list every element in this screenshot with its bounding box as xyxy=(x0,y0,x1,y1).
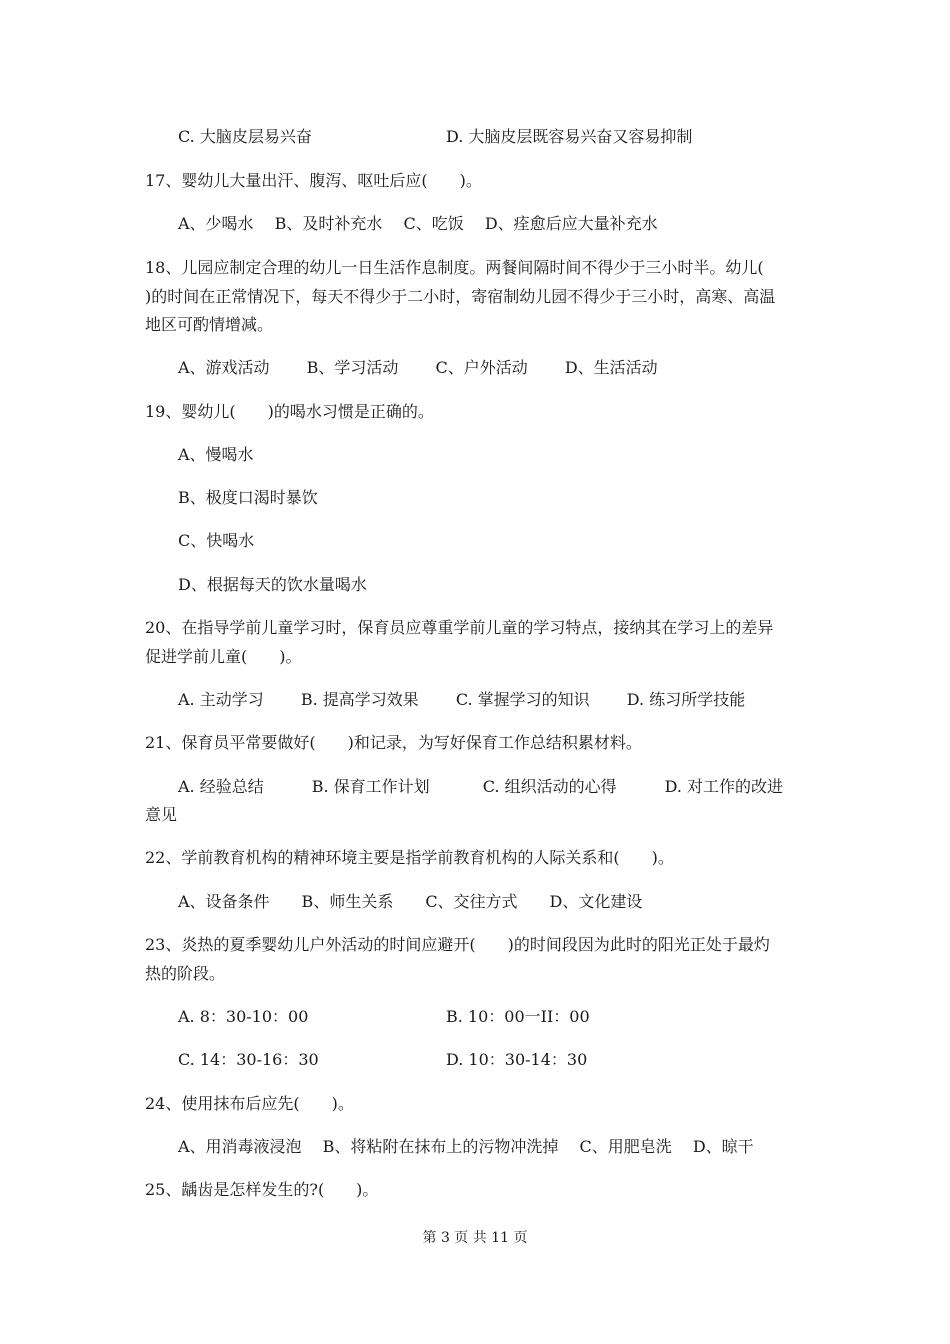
question-17-options: A、少喝水 B、及时补充水 C、吃饭 D、痊愈后应大量补充水 xyxy=(178,214,658,233)
question-23-option-a: A. 8：30-10：00 xyxy=(178,1007,309,1026)
question-25: 25、龋齿是怎样发生的?( )。 xyxy=(145,1180,379,1199)
question-23-option-b: B. 10：00一II：00 xyxy=(446,1007,590,1026)
question-20-options: A. 主动学习 B. 提高学习效果 C. 掌握学习的知识 D. 练习所学技能 xyxy=(178,690,746,709)
question-19: 19、婴幼儿( )的喝水习惯是正确的。 xyxy=(145,402,434,421)
question-21-options-line-1: A. 经验总结 B. 保育工作计划 C. 组织活动的心得 D. 对工作的改进 xyxy=(178,777,784,796)
question-18-line-2: )的时间在正常情况下，每天不得少于二小时，寄宿制幼儿园不得少于三小时，高寒、高温 xyxy=(145,287,776,306)
question-23-line-2: 热的阶段。 xyxy=(145,964,226,983)
question-19-option-c: C、快喝水 xyxy=(178,531,255,550)
question-19-option-b: B、极度口渴时暴饮 xyxy=(178,488,318,507)
question-24: 24、使用抹布后应先( )。 xyxy=(145,1094,354,1113)
question-22-options: A、设备条件 B、师生关系 C、交往方式 D、文化建设 xyxy=(178,892,643,911)
question-21-options-line-2: 意见 xyxy=(145,805,178,824)
question-24-options: A、用消毒液浸泡 B、将粘附在抹布上的污物冲洗掉 C、用肥皂洗 D、晾干 xyxy=(178,1137,754,1156)
question-19-option-d: D、根据每天的饮水量喝水 xyxy=(178,575,367,594)
question-23-line-1: 23、炎热的夏季婴幼儿户外活动的时间应避开( )的时间段因为此时的阳光正处于最灼 xyxy=(145,935,770,954)
question-20-line-1: 20、在指导学前儿童学习时，保育员应尊重学前儿童的学习特点，接纳其在学习上的差异 xyxy=(145,618,774,637)
question-22: 22、学前教育机构的精神环境主要是指学前教育机构的人际关系和( )。 xyxy=(145,848,674,867)
option-d: D. 大脑皮层既容易兴奋又容易抑制 xyxy=(446,127,693,146)
option-c: C. 大脑皮层易兴奋 xyxy=(178,127,312,146)
question-21: 21、保育员平常要做好( )和记录，为写好保育工作总结积累材料。 xyxy=(145,733,642,752)
question-18-options: A、游戏活动 B、学习活动 C、户外活动 D、生活活动 xyxy=(178,358,658,377)
question-23-option-c: C. 14：30-16：30 xyxy=(178,1050,319,1069)
page-footer: 第 3 页 共 11 页 xyxy=(422,1230,528,1246)
question-19-option-a: A、慢喝水 xyxy=(178,445,254,464)
question-18-line-3: 地区可酌情增减。 xyxy=(145,315,274,334)
question-17: 17、婴幼儿大量出汗、腹泻、呕吐后应( )。 xyxy=(145,171,482,190)
question-23-option-d: D. 10：30-14：30 xyxy=(446,1050,588,1069)
question-20-line-2: 促进学前儿童( )。 xyxy=(145,647,302,666)
question-18-line-1: 18、儿园应制定合理的幼儿一日生活作息制度。两餐间隔时间不得少于三小时半。幼儿( xyxy=(145,258,764,277)
